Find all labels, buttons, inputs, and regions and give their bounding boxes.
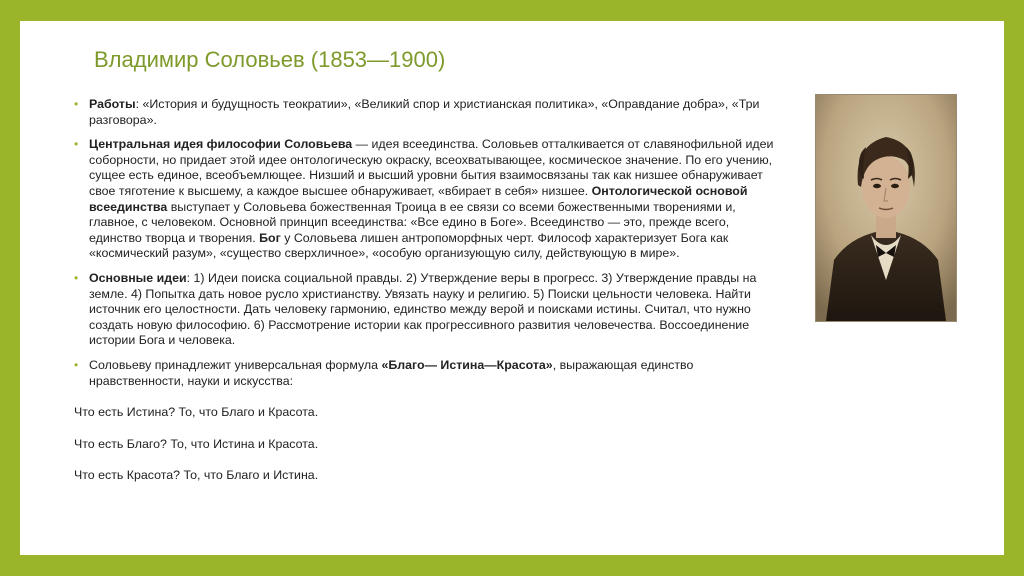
portrait-photo <box>815 94 957 322</box>
bullet-icon: • <box>74 357 79 372</box>
bullet-works-text: : «История и будущность теократии», «Великий спор и христианская политика», «Оправдание добра», «Три разговора». <box>89 97 760 127</box>
bullet-formula-text-2: , выражающая единство нравственности, науки и искусства: <box>89 357 694 388</box>
bullet-main-text: : 1) Идеи поиска социальной правды. 2) Утверждение веры в прогресс. 3) Утверждение правды на земле. 4) Попытка дать новое русло христианству. Увязать науку и религию. 5) Поиски цельности человека. Найти источник его целостности. Дать человеку гармонию, единство между верой и поисками истины. Считал, что нужно создать новую философию. 6) Рассмотрение истории как прогрессивного развития человечества. Воссоединение истории Бога и человека. <box>89 270 757 348</box>
bullet-main-ideas <box>74 271 774 349</box>
bullet-icon: • <box>74 270 79 285</box>
bullet-central-heading: Центральная идея философии Соловьева <box>89 137 353 152</box>
line-good: Что есть Благо? То, что Истина и Красота. <box>74 436 319 451</box>
line-truth: Что есть Истина? То, что Благо и Красота. <box>74 405 319 420</box>
slide-content <box>74 97 774 500</box>
bullet-main-heading: Основные идеи <box>89 270 187 285</box>
bullet-central-idea <box>74 137 774 262</box>
bullet-works <box>74 97 774 128</box>
line-beauty: Что есть Красота? То, что Благо и Истина. <box>74 468 319 483</box>
portrait-image <box>816 95 956 321</box>
bullet-formula-bold: «Благо— Истина—Красота» <box>381 357 553 372</box>
bullet-icon: • <box>74 137 79 152</box>
bullet-central-text-2: выступает у Соловьева божественная Троица в ее связи со всеми божественными творениями и, главное, с человеком. Основной принцип всеединства: «Все едино в Боге». Всеединство — это, прежде всего, единство творца и творения. <box>89 199 736 245</box>
bullet-works-heading: Работы <box>89 97 136 111</box>
slide-title: Владимир Соловьев (1853—1900) <box>94 47 446 72</box>
bullet-central-text-1: — идея всеединства. Соловьев отталкивается от славянофильной идеи соборности, но придает этой идее онтологическую окраску, всеохватывающее, космическое значение. По его учению, сущее есть единое, всеобъемлющее. Низший и высший уровни бытия взаимосвязаны так как низшее обнаруживает свое тяготение к высшему, а каждое высшее обнаруживает, «вбирает в себя» низшее. <box>89 137 774 198</box>
bullet-formula <box>74 358 774 389</box>
bullet-central-bold-3: Бог <box>259 230 281 245</box>
bullet-icon: • <box>74 97 79 111</box>
slide <box>20 21 1004 555</box>
bullet-central-bold-2: Онтологической основой всеединства <box>89 183 748 214</box>
bullet-central-text-3: у Соловьева лишен антропоморфных черт. Философ характеризует Бога как «космический разум», «существо сверхличное», «особую организующую силу, действующую в мире». <box>89 230 729 261</box>
bullet-formula-text-1: Соловьеву принадлежит универсальная формула <box>89 357 382 372</box>
